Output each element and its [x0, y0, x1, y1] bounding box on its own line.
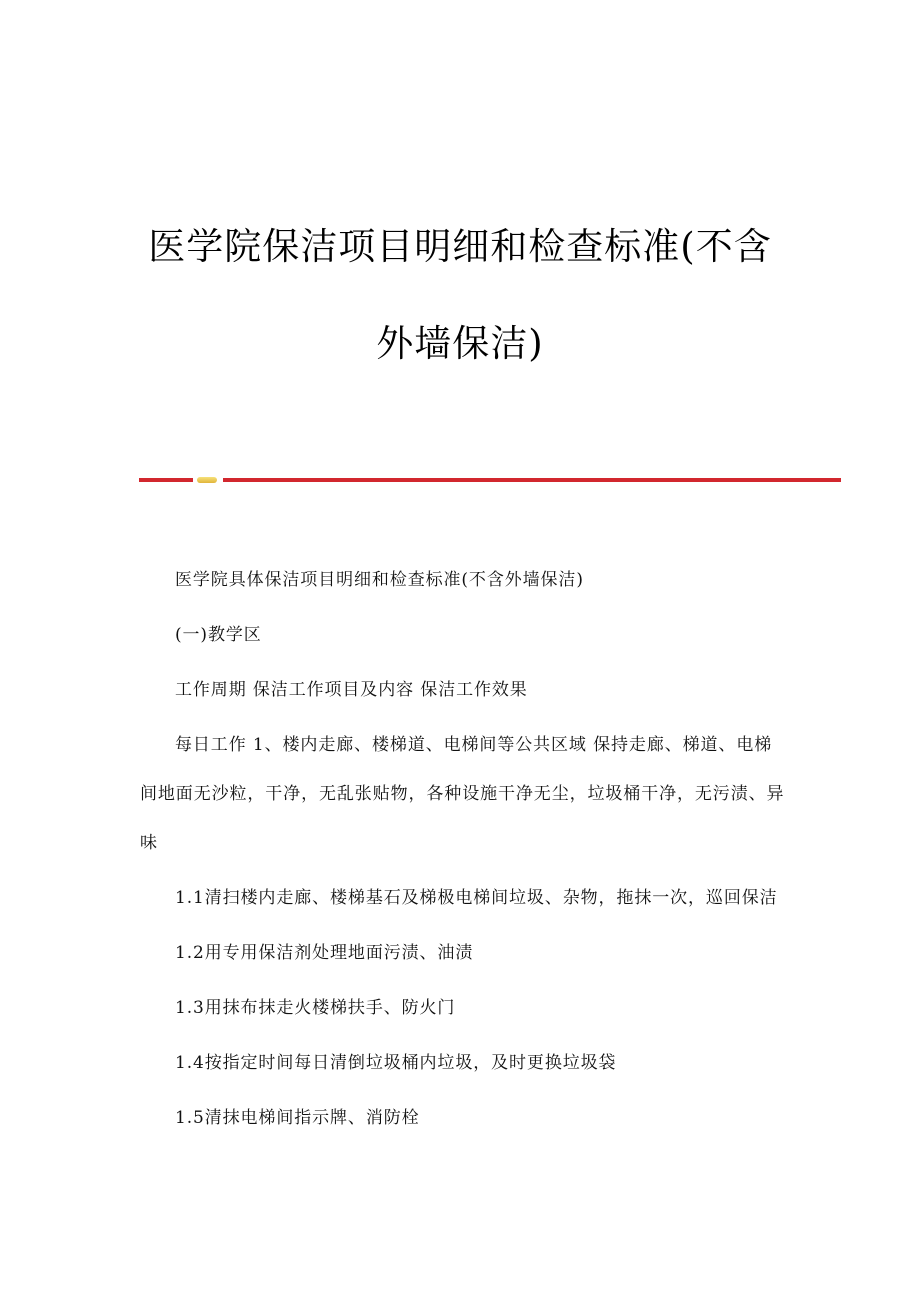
paragraph-daily-work: 每日工作 1、楼内走廊、楼梯道、电梯间等公共区域 保持走廊、梯道、电梯间地面无沙粒，干净，无乱张贴物，各种设施干净无尘，垃圾桶干净，无污渍、异味 [140, 735, 785, 853]
paragraph-item-1-4: 1.4按指定时间每日清倒垃圾桶内垃圾，及时更换垃圾袋 [175, 1053, 617, 1073]
document-body [140, 556, 786, 1149]
divider-right-bar [223, 478, 841, 482]
document-title-line-1: 医学院保洁项目明细和检查标准(不含 [148, 225, 772, 268]
table-header-line: 工作周期 保洁工作项目及内容 保洁工作效果 [175, 680, 528, 700]
paragraph-intro: 医学院具体保洁项目明细和检查标准(不含外墙保洁) [175, 570, 584, 590]
divider-ornament-icon [197, 477, 217, 483]
title-divider [139, 478, 841, 483]
paragraph-item-1-3: 1.3用抹布抹走火楼梯扶手、防火门 [175, 998, 456, 1018]
divider-left-bar [139, 478, 193, 482]
paragraph-item-1-2: 1.2用专用保洁剂处理地面污渍、油渍 [175, 943, 474, 963]
document-title-line-2: 外墙保洁) [376, 322, 544, 365]
paragraph-item-1-5: 1.5清抹电梯间指示牌、消防栓 [175, 1108, 420, 1128]
paragraph-item-1-1: 1.1清扫楼内走廊、楼梯基石及梯极电梯间垃圾、杂物，拖抹一次，巡回保洁 [175, 888, 778, 908]
section-heading: (一)教学区 [175, 625, 262, 645]
